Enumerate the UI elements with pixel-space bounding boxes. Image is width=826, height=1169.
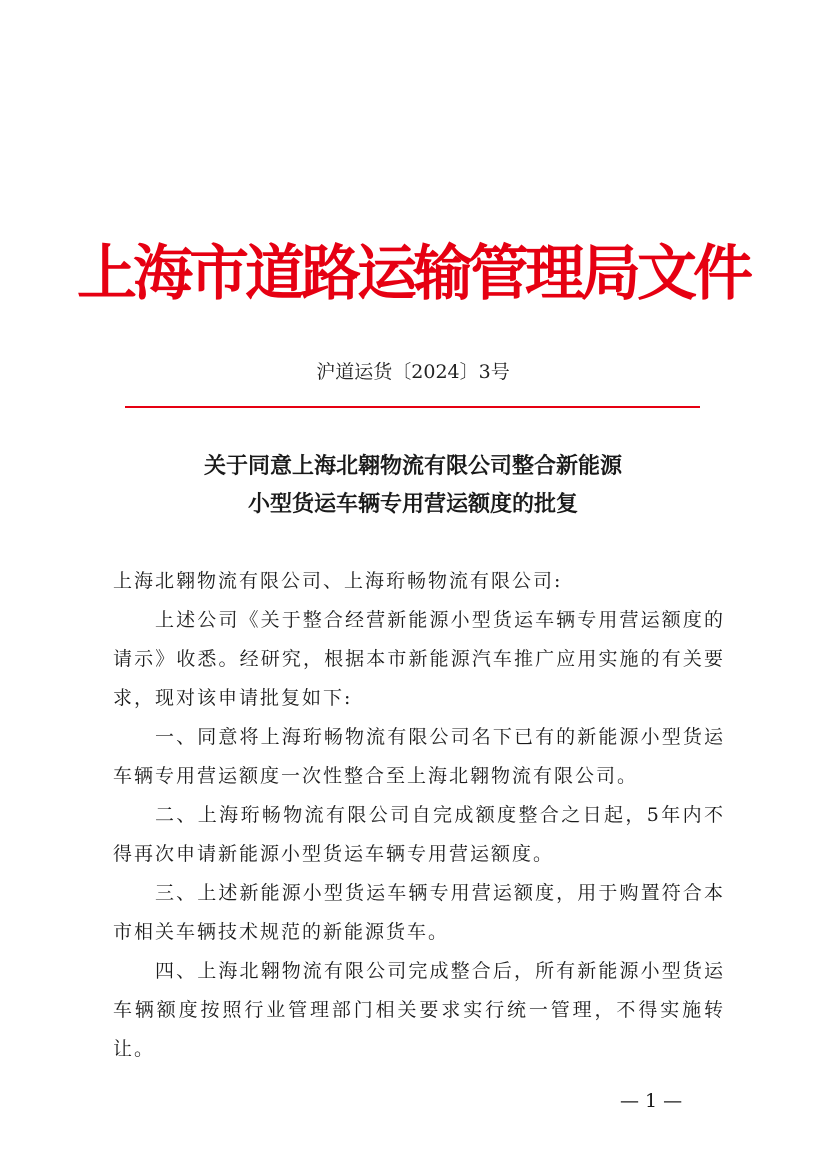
paragraph: 一、同意将上海珩畅物流有限公司名下已有的新能源小型货运车辆专用营运额度一次性整合至上海北翱物流有限公司。 bbox=[113, 726, 725, 787]
title-line-1: 关于同意上海北翱物流有限公司整合新能源 bbox=[203, 454, 622, 479]
paragraph: 四、上海北翱物流有限公司完成整合后，所有新能源小型货运车辆额度按照行业管理部门相关要求实行统一管理，不得实施转让。 bbox=[113, 960, 725, 1060]
page-number: — 1 — bbox=[620, 1090, 683, 1112]
issuer-header: 上海市道路运输管理局文件 bbox=[77, 239, 749, 309]
paragraph: 二、上海珩畅物流有限公司自完成额度整合之日起，5年内不得再次申请新能源小型货运车辆专用营运额度。 bbox=[113, 804, 725, 865]
document-title bbox=[0, 448, 826, 524]
red-divider bbox=[125, 406, 700, 408]
title-line-2: 小型货运车辆专用营运额度的批复 bbox=[247, 492, 578, 517]
document-body bbox=[113, 562, 725, 1069]
document-number: 沪道运货〔2024〕3号 bbox=[316, 361, 510, 383]
salutation: 上海北翱物流有限公司、上海珩畅物流有限公司: bbox=[113, 570, 563, 592]
paragraph: 三、上述新能源小型货运车辆专用营运额度，用于购置符合本市相关车辆技术规范的新能源货车。 bbox=[113, 882, 725, 943]
paragraph: 上述公司《关于整合经营新能源小型货运车辆专用营运额度的请示》收悉。经研究，根据本市新能源汽车推广应用实施的有关要求，现对该申请批复如下: bbox=[113, 609, 725, 709]
